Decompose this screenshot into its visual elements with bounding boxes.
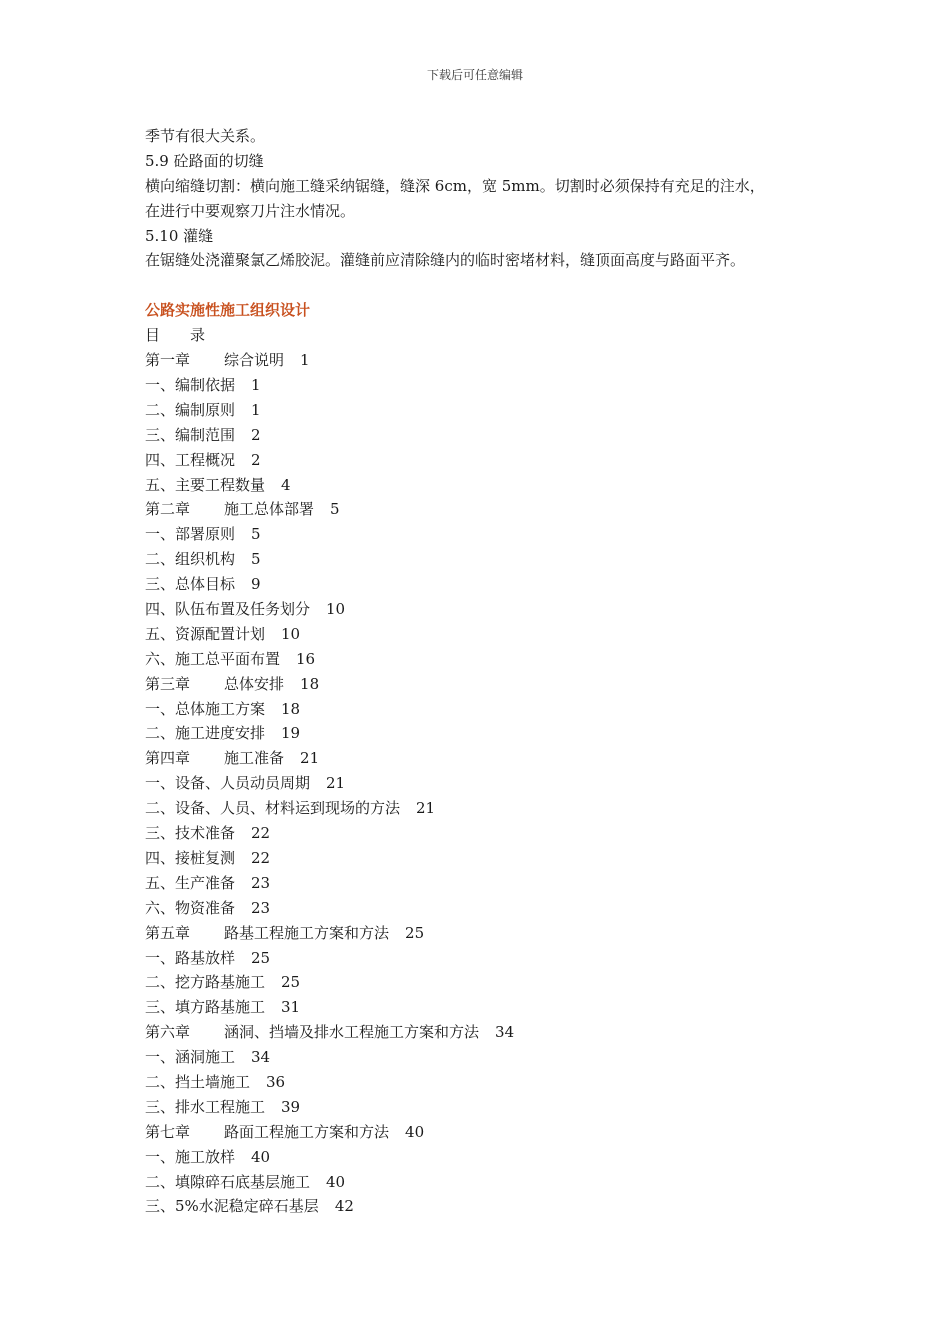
- toc-page-number: 22: [251, 824, 271, 843]
- toc-entry-title: 一、设备、人员动员周期: [145, 774, 311, 793]
- toc-section-entry: [145, 647, 825, 672]
- toc-page-number: 9: [251, 575, 261, 594]
- toc-entry-title: 六、施工总平面布置: [145, 649, 281, 668]
- toc-page-number: 5: [251, 550, 261, 569]
- toc-entry-title: 一、施工放样: [145, 1147, 236, 1166]
- toc-chapter-number: 第二章: [145, 500, 191, 519]
- toc-chapter-entry: [145, 497, 825, 522]
- toc-section-entry: [145, 771, 825, 796]
- toc-entry-title: 三、编制范围: [145, 425, 236, 444]
- intro-line: 季节有很大关系。: [145, 127, 266, 145]
- toc-entry-title: 综合说明: [224, 351, 285, 370]
- toc-entry-title: 一、总体施工方案: [145, 699, 266, 718]
- toc-section-entry: [145, 846, 825, 871]
- toc-entry-title: 路面工程施工方案和方法: [224, 1122, 390, 1141]
- toc-chapter-number: 第五章: [145, 923, 191, 942]
- toc-entry-title: 施工总体部署: [224, 500, 315, 519]
- intro-line: 5.10 灌缝: [145, 226, 214, 245]
- toc-page-number: 42: [334, 1197, 354, 1216]
- toc-entry-title: 一、涵洞施工: [145, 1048, 236, 1067]
- toc-entry-title: 二、编制原则: [145, 400, 236, 419]
- toc-chapter-number: 第一章: [145, 351, 191, 370]
- toc-entry-title: 三、5%水泥稳定碎石基层: [145, 1197, 319, 1216]
- toc-page-number: 2: [251, 425, 261, 444]
- toc-entry-title: 五、资源配置计划: [145, 624, 266, 643]
- toc-chapter-number: 第四章: [145, 749, 191, 768]
- toc-entry-title: 二、挖方路基施工: [145, 973, 266, 992]
- toc-entry-title: 六、物资准备: [145, 898, 236, 917]
- toc-entry-title: 二、施工进度安排: [145, 724, 266, 743]
- toc-page-number: 40: [405, 1122, 425, 1141]
- toc-entry-title: 二、设备、人员、材料运到现场的方法: [145, 799, 401, 818]
- toc-page-number: 25: [405, 923, 425, 942]
- toc-page-number: 10: [326, 600, 346, 619]
- toc-entry-title: 总体安排: [224, 674, 285, 693]
- toc-entry-title: 施工准备: [224, 749, 285, 768]
- intro-line: 5.9 砼路面的切缝: [145, 151, 264, 170]
- toc-section-entry: [145, 1070, 825, 1095]
- toc-heading: 目 录: [145, 326, 206, 345]
- toc-page-number: 16: [296, 649, 316, 668]
- toc-section-entry: [145, 721, 825, 746]
- toc-entry-title: 五、生产准备: [145, 873, 236, 892]
- toc-page-number: 36: [266, 1072, 286, 1091]
- toc-section-entry: [145, 796, 825, 821]
- toc-section-entry: [145, 821, 825, 846]
- document-body: [145, 124, 825, 1219]
- toc-page-number: 23: [251, 898, 271, 917]
- toc-entry-title: 一、路基放样: [145, 948, 236, 967]
- toc-page-number: 5: [251, 525, 261, 544]
- toc-entry-title: 路基工程施工方案和方法: [224, 923, 390, 942]
- toc-page-number: 39: [281, 1097, 301, 1116]
- toc-page-number: 34: [251, 1048, 271, 1067]
- toc-chapter-entry: [145, 348, 825, 373]
- toc-chapter-entry: [145, 1020, 825, 1045]
- toc-section-entry: [145, 572, 825, 597]
- toc-page-number: 25: [251, 948, 271, 967]
- toc-entry-title: 五、主要工程数量: [145, 475, 266, 494]
- toc-page-number: 40: [326, 1172, 346, 1191]
- toc-page-number: 1: [251, 376, 261, 395]
- toc-page-number: 5: [330, 500, 340, 519]
- toc-chapter-number: 第六章: [145, 1023, 191, 1042]
- toc-entry-title: 一、部署原则: [145, 525, 236, 544]
- toc-page-number: 4: [281, 475, 291, 494]
- toc-page-number: 21: [416, 799, 436, 818]
- toc-section-entry: [145, 622, 825, 647]
- toc-chapter-entry: [145, 672, 825, 697]
- toc-section-entry: [145, 1194, 825, 1219]
- toc-entry-title: 一、编制依据: [145, 376, 236, 395]
- toc-section-entry: [145, 1045, 825, 1070]
- toc-page-number: 2: [251, 450, 261, 469]
- toc-page-number: 1: [251, 400, 261, 419]
- toc-chapter-number: 第三章: [145, 674, 191, 693]
- toc-section-entry: [145, 547, 825, 572]
- toc-page-number: 21: [300, 749, 320, 768]
- intro-line: 横向缩缝切割：横向施工缝采纳锯缝，缝深 6cm，宽 5mm。切割时必须保持有充足的注水，: [145, 176, 765, 195]
- toc-section-entry: [145, 373, 825, 398]
- toc-page-number: 40: [251, 1147, 271, 1166]
- toc-chapter-entry: [145, 921, 825, 946]
- toc-section-entry: [145, 398, 825, 423]
- intro-paragraphs: [145, 124, 825, 273]
- toc-section-entry: [145, 473, 825, 498]
- toc-entry-title: 四、队伍布置及任务划分: [145, 600, 311, 619]
- intro-line: 在进行中要观察刀片注水情况。: [145, 201, 356, 220]
- toc-page-number: 21: [326, 774, 346, 793]
- toc-section-entry: [145, 970, 825, 995]
- toc-entry-title: 四、接桩复测: [145, 848, 236, 867]
- toc-page-number: 25: [281, 973, 301, 992]
- toc-page-number: 10: [281, 624, 301, 643]
- table-of-contents: [145, 348, 825, 1219]
- toc-entry-title: 三、总体目标: [145, 575, 236, 594]
- toc-chapter-entry: [145, 746, 825, 771]
- toc-section-entry: [145, 697, 825, 722]
- toc-page-number: 22: [251, 848, 271, 867]
- toc-section-entry: [145, 871, 825, 896]
- toc-entry-title: 三、技术准备: [145, 824, 236, 843]
- toc-section-entry: [145, 597, 825, 622]
- toc-chapter-number: 第七章: [145, 1122, 191, 1141]
- toc-entry-title: 涵洞、挡墙及排水工程施工方案和方法: [224, 1023, 480, 1042]
- toc-page-number: 31: [281, 998, 301, 1017]
- toc-section-entry: [145, 448, 825, 473]
- intro-line: 在锯缝处浇灌聚氯乙烯胶泥。灌缝前应清除缝内的临时密堵材料，缝顶面高度与路面平齐。: [145, 251, 746, 270]
- toc-section-entry: [145, 995, 825, 1020]
- toc-entry-title: 二、填隙碎石底基层施工: [145, 1172, 311, 1191]
- toc-section-entry: [145, 423, 825, 448]
- toc-section-entry: [145, 896, 825, 921]
- toc-entry-title: 四、工程概况: [145, 450, 236, 469]
- toc-section-entry: [145, 1145, 825, 1170]
- toc-entry-title: 二、组织机构: [145, 550, 236, 569]
- toc-chapter-entry: [145, 1120, 825, 1145]
- toc-page-number: 19: [281, 724, 301, 743]
- toc-section-entry: [145, 946, 825, 971]
- page-header-note: 下载后可任意编辑: [426, 68, 523, 82]
- section-title: 公路实施性施工组织设计: [145, 301, 311, 320]
- toc-section-entry: [145, 1170, 825, 1195]
- toc-page-number: 23: [251, 873, 271, 892]
- toc-section-entry: [145, 1095, 825, 1120]
- toc-page-number: 18: [300, 674, 320, 693]
- toc-entry-title: 三、填方路基施工: [145, 998, 266, 1017]
- toc-section-entry: [145, 522, 825, 547]
- toc-page-number: 34: [495, 1023, 515, 1042]
- toc-entry-title: 三、排水工程施工: [145, 1097, 266, 1116]
- toc-page-number: 18: [281, 699, 301, 718]
- toc-page-number: 1: [300, 351, 310, 370]
- toc-entry-title: 二、挡土墙施工: [145, 1072, 251, 1091]
